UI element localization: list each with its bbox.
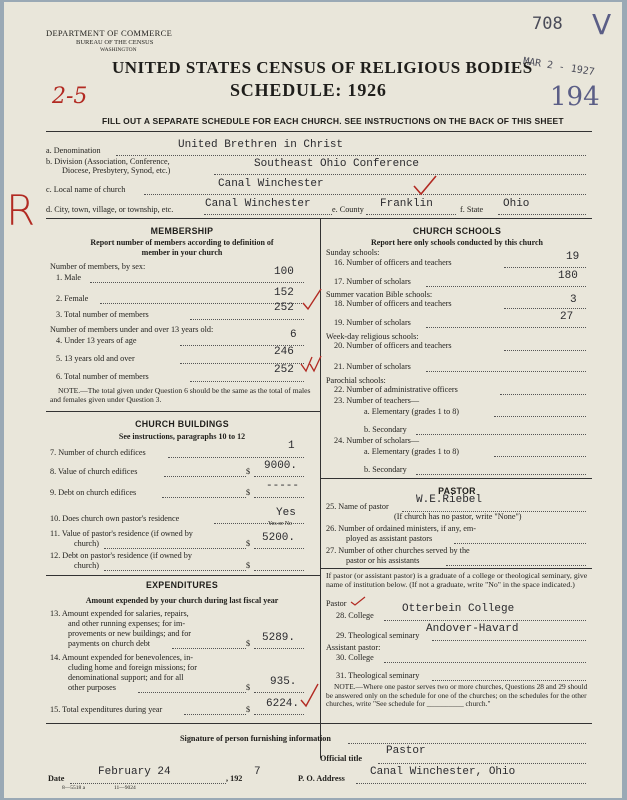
check-mark-icon: [300, 682, 320, 708]
dollar-sign: $: [246, 467, 251, 476]
residence-value-label: 11. Value of pastor's residence (if owned by: [50, 529, 193, 538]
dollar-sign: $: [246, 561, 251, 570]
own-residence-value: Yes: [276, 507, 296, 519]
sunday-schools-label: Sunday schools:: [326, 248, 380, 257]
residence-debt-label-2: church): [74, 561, 100, 570]
summer-scholars-label: 19. Number of scholars: [334, 318, 411, 327]
buildings-title: CHURCH BUILDINGS: [135, 419, 229, 429]
total-members-value: 252: [274, 302, 294, 314]
section-divider: [46, 218, 592, 219]
census-schedule-page: [4, 2, 622, 798]
by-age-label: Number of members under and over 13 years old:: [50, 325, 214, 334]
division-label-2: Diocese, Presbytery, Synod, etc.): [62, 166, 171, 175]
handwritten-letter: R: [6, 186, 36, 235]
benevolences-label-2: cluding home and foreign missions; for: [68, 663, 197, 672]
edifices-value-label: 8. Value of church edifices: [50, 467, 138, 476]
under-13-label: 4. Under 13 years of age: [56, 336, 137, 345]
parochial-schools-label: Parochial schools:: [326, 376, 386, 385]
over-13-value: 246: [274, 346, 294, 358]
dept-name: DEPARTMENT OF COMMERCE: [46, 28, 173, 38]
date-value: February 24: [98, 766, 171, 778]
state-label: f. State: [460, 205, 484, 214]
state-value: Ohio: [503, 198, 530, 210]
city-label: d. City, town, village, or township, etc.: [46, 205, 174, 214]
county-value: Franklin: [380, 198, 433, 210]
edifices-count-value: 1: [288, 440, 295, 452]
residence-value: 5200.: [262, 532, 296, 544]
check-mark-icon: [302, 287, 322, 311]
male-label: 1. Male: [56, 273, 82, 282]
date-label: Date: [48, 774, 65, 783]
division-label: b. Division (Association, Conference,: [46, 157, 170, 166]
header-divider: [46, 131, 592, 132]
membership-note: NOTE.—The total given under Question 6 should be the same as the total of males and females given under Question 3.: [50, 386, 311, 404]
denomination-value: United Brethren in Christ: [178, 139, 344, 151]
pastor-name-hint: (If church has no pastor, write "None"): [394, 512, 522, 521]
summer-officers-value: 3: [570, 294, 577, 306]
form-code: 8—5518 a: [62, 785, 86, 791]
college-note: If pastor (or assistant pastor) is a graduate of a college or theological seminary, give name of institution below. (If not a graduate, write "No" in the space indicated.): [326, 571, 588, 589]
dollar-sign: $: [246, 683, 251, 692]
dollar-sign: $: [246, 639, 251, 648]
benevolences-value: 935.: [270, 676, 297, 688]
section-divider: [46, 411, 320, 412]
section-divider: [320, 568, 592, 569]
schedule-title: SCHEDULE: 1926: [230, 80, 387, 100]
teachers-elementary-label: a. Elementary (grades 1 to 8): [364, 407, 460, 416]
local-name-label: c. Local name of church: [46, 185, 126, 194]
bureau-city: WASHINGTON: [100, 47, 137, 53]
county-label: e. County: [332, 205, 364, 214]
total-members-label: 3. Total number of members: [56, 310, 149, 319]
expenditures-sub: Amount expended by your church during last fiscal year: [85, 596, 279, 605]
summer-officers-label: 18. Number of officers and teachers: [334, 299, 452, 308]
sunday-scholars-value: 180: [558, 270, 578, 282]
assistant-seminary-label: 31. Theological seminary: [336, 671, 420, 680]
running-expenses-value: 5289.: [262, 632, 296, 644]
female-value: 152: [274, 287, 294, 299]
sunday-officers-label: 16. Number of officers and teachers: [334, 258, 452, 267]
pastor-title: PASTOR: [438, 486, 476, 496]
check-mark-icon: [412, 174, 438, 198]
admin-officers-label: 22. Number of administrative officers: [334, 385, 458, 394]
pastor-label: Pastor: [326, 599, 347, 608]
check-mark-icon: [300, 354, 322, 374]
schools-sub: Report here only schools conducted by this church: [371, 238, 543, 247]
over-13-label: 5. 13 years old and over: [56, 354, 135, 363]
check-mark-icon: [350, 596, 366, 606]
edifices-count-label: 7. Number of church edifices: [50, 448, 146, 457]
pen-number: 194: [550, 82, 600, 112]
ordained-ministers-label-2: ployed as assistant pastors: [346, 534, 433, 543]
dollar-sign: $: [246, 705, 251, 714]
running-expenses-label-3: provements or new buildings; and for: [68, 629, 192, 638]
official-title-label: Official title: [320, 754, 363, 763]
yes-no-hint: Yes or No: [268, 521, 293, 527]
stamp-slash: V: [592, 8, 612, 41]
assistant-college-label: 30. College: [336, 653, 374, 662]
scholars-elementary-label: a. Elementary (grades 1 to 8): [364, 447, 460, 456]
benevolences-label-3: denominational support; and for all: [68, 673, 184, 682]
running-expenses-label-4: payments on church debt: [68, 639, 151, 648]
local-name-value: Canal Winchester: [218, 178, 324, 190]
other-churches-label: 27. Number of other churches served by the: [326, 546, 470, 555]
ordained-ministers-label: 26. Number of ordained ministers, if any, em-: [326, 524, 476, 533]
college-label: 28. College: [336, 611, 374, 620]
summer-schools-label: Summer vacation Bible schools:: [326, 290, 433, 299]
weekday-scholars-label: 21. Number of scholars: [334, 362, 411, 371]
year-digit: 7: [254, 766, 261, 778]
bureau-name: BUREAU OF THE CENSUS: [76, 39, 154, 46]
membership-sub-2: member in your church: [141, 248, 223, 257]
denomination-label: a. Denomination: [46, 146, 101, 155]
teachers-secondary-label: b. Secondary: [364, 425, 407, 434]
stamp-date: MAR 2 - 1927: [522, 56, 596, 79]
expenditures-title: EXPENDITURES: [145, 580, 219, 590]
signature-label: Signature of person furnishing information: [180, 734, 331, 743]
po-address-label: P. O. Address: [298, 774, 345, 783]
edifices-value: 9000.: [264, 460, 298, 472]
division-value: Southeast Ohio Conference: [254, 158, 420, 170]
seminary-label: 29. Theological seminary: [336, 631, 420, 640]
college-value: Otterbein College: [402, 603, 515, 615]
running-expenses-label-2: and other running expenses; for im-: [68, 619, 186, 628]
instructions-line: FILL OUT A SEPARATE SCHEDULE FOR EACH CHURCH. SEE INSTRUCTIONS ON THE BACK OF THIS SHEET: [102, 116, 564, 126]
membership-title: MEMBERSHIP: [150, 226, 214, 236]
section-divider: [46, 723, 592, 724]
under-13-value: 6: [290, 329, 297, 341]
pastor-name-label: 25. Name of pastor: [326, 502, 389, 511]
year-prefix: , 192: [226, 774, 243, 783]
pastor-note: NOTE.—Where one pastor serves two or more churches, Questions 28 and 29 should be answered only on the schedule for one of the churches; on the schedules for the other churches, write "See schedule for __________ church.": [326, 682, 588, 709]
female-label: 2. Female: [56, 294, 89, 303]
schools-title: CHURCH SCHOOLS: [412, 226, 502, 236]
form-code-2: 11—9024: [114, 785, 136, 791]
weekday-schools-label: Week-day religious schools:: [326, 332, 419, 341]
total-members-2-label: 6. Total number of members: [56, 372, 149, 381]
benevolences-label: 14. Amount expended for benevolences, in-: [50, 653, 194, 662]
pastor-name-value: W.E.Riebel: [416, 494, 483, 506]
handwritten-code: 2-5: [52, 84, 88, 109]
scholars-secondary-label: b. Secondary: [364, 465, 407, 474]
stamp-number: 708: [532, 14, 563, 34]
membership-sub-1: Report number of members according to definition of: [90, 238, 274, 247]
edifices-debt-value: -----: [266, 480, 300, 492]
benevolences-label-4: other purposes: [68, 683, 116, 692]
official-title-value: Pastor: [386, 745, 426, 757]
total-expenditures-value: 6224.: [266, 698, 300, 710]
section-divider: [320, 478, 592, 479]
dollar-sign: $: [246, 539, 251, 548]
by-sex-label: Number of members, by sex:: [50, 262, 146, 271]
edifices-debt-label: 9. Debt on church edifices: [50, 488, 137, 497]
po-address-value: Canal Winchester, Ohio: [370, 766, 516, 778]
male-value: 100: [274, 266, 294, 278]
weekday-officers-label: 20. Number of officers and teachers: [334, 341, 452, 350]
scholars-label: 24. Number of scholars—: [334, 436, 420, 445]
form-title: UNITED STATES CENSUS OF RELIGIOUS BODIES: [112, 58, 533, 77]
buildings-sub: See instructions, paragraphs 10 to 12: [118, 432, 246, 441]
assistant-pastor-label: Assistant pastor:: [326, 643, 381, 652]
sunday-scholars-label: 17. Number of scholars: [334, 277, 411, 286]
running-expenses-label: 13. Amount expended for salaries, repairs,: [50, 609, 189, 618]
total-expenditures-label: 15. Total expenditures during year: [50, 705, 163, 714]
summer-scholars-value: 27: [560, 311, 574, 323]
residence-debt-label: 12. Debt on pastor's residence (if owned by: [50, 551, 192, 560]
section-divider: [46, 575, 320, 576]
total-members-2-value: 252: [274, 364, 294, 376]
sunday-officers-value: 19: [566, 251, 580, 263]
residence-value-label-2: church): [74, 539, 100, 548]
city-value: Canal Winchester: [205, 198, 311, 210]
other-churches-label-2: pastor or his assistants: [346, 556, 420, 565]
teachers-label: 23. Number of teachers—: [334, 396, 420, 405]
seminary-value: Andover-Havard: [426, 623, 519, 635]
own-residence-label: 10. Does church own pastor's residence: [50, 514, 180, 523]
dollar-sign: $: [246, 488, 251, 497]
